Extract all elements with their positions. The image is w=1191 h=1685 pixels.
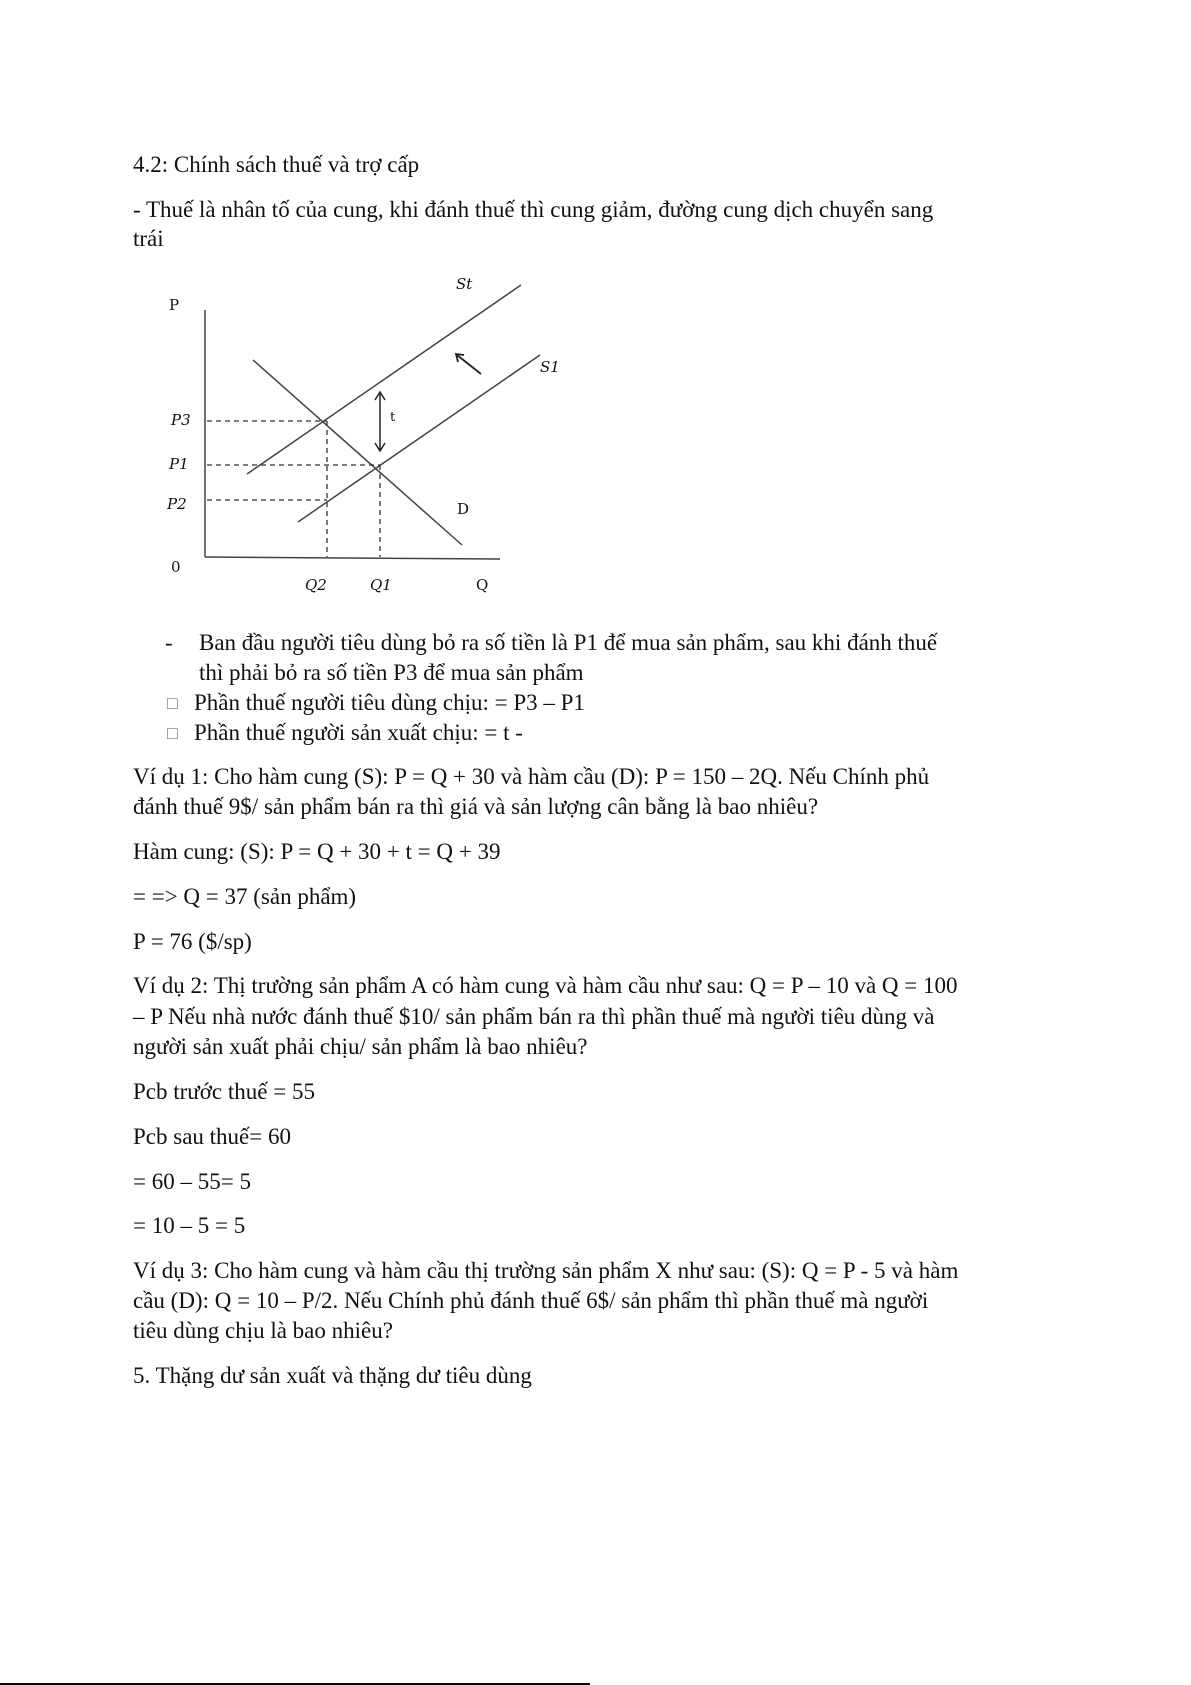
tax-arrow-icon — [375, 392, 385, 451]
intro-text: - Thuế là nhân tố của cung, khi đánh thuế thì cung giảm, đường cung dịch chuyển sang — [133, 197, 934, 222]
example3-cont: cầu (D): Q = 10 – P/2. Nếu Chính phủ đánh thuế 6$/ sản phẩm thì phần thuế mà người — [133, 1288, 929, 1313]
section-heading: 4.2: Chính sách thuế và trợ cấp — [133, 152, 420, 177]
x-axis — [205, 557, 500, 559]
p1-label: P1 — [169, 455, 189, 473]
example2-b: Pcb sau thuế= 60 — [133, 1124, 291, 1149]
bullet-dash: - — [165, 630, 173, 655]
p2-label: P2 — [167, 495, 187, 513]
consumer-tax-share: Phần thuế người tiêu dùng chịu: = P3 – P1 — [194, 690, 585, 715]
example1: Ví dụ 1: Cho hàm cung (S): P = Q + 30 và hàm cầu (D): P = 150 – 2Q. Nếu Chính phủ — [133, 764, 930, 789]
example3-cont2: tiêu dùng chịu là bao nhiêu? — [133, 1318, 393, 1343]
supply-tax-label: St — [456, 275, 473, 293]
example2-cont2: người sản xuất phải chịu/ sản phẩm là bao nhiêu? — [133, 1034, 588, 1059]
shift-arrow-icon — [456, 354, 481, 374]
box-bullet-icon: □ — [167, 723, 178, 743]
supply-original-label: S1 — [540, 358, 560, 376]
example2: Ví dụ 2: Thị trường sản phẩm A có hàm cung và hàm cầu như sau: Q = P – 10 và Q = 100 — [133, 973, 958, 998]
example1-supply: Hàm cung: (S): P = Q + 30 + t = Q + 39 — [133, 839, 501, 864]
example2-c: = 60 – 55= 5 — [133, 1169, 251, 1194]
x-axis-label: Q — [476, 576, 489, 594]
q1-label: Q1 — [370, 576, 392, 594]
example3: Ví dụ 3: Cho hàm cung và hàm cầu thị trường sản phẩm X như sau: (S): Q = P - 5 và hàm — [133, 1258, 959, 1283]
bullet-text: Ban đầu người tiêu dùng bỏ ra số tiền là P1 để mua sản phẩm, sau khi đánh thuế — [199, 630, 938, 655]
example2-cont: – P Nếu nhà nước đánh thuế $10/ sản phẩm bán ra thì phần thuế mà người tiêu dùng và — [133, 1004, 935, 1029]
origin-label: 0 — [171, 558, 181, 576]
example1-cont: đánh thuế 9$/ sản phẩm bán ra thì giá và sản lượng cân bằng là bao nhiêu? — [133, 794, 819, 819]
demand-label: D — [457, 500, 470, 518]
tax-label: t — [390, 410, 396, 425]
section5-heading: 5. Thặng dư sản xuất và thặng dư tiêu dùng — [133, 1363, 532, 1388]
intro-text-cont: trái — [133, 226, 164, 251]
p3-label: P3 — [171, 411, 191, 429]
supply-original-curve — [298, 355, 540, 522]
box-bullet-icon: □ — [167, 693, 178, 713]
producer-tax-share: Phần thuế người sản xuất chịu: = t - — [194, 720, 523, 745]
example1-p: P = 76 ($/sp) — [133, 929, 252, 954]
demand-curve — [253, 360, 462, 545]
example2-a: Pcb trước thuế = 55 — [133, 1079, 315, 1104]
example2-d: = 10 – 5 = 5 — [133, 1213, 246, 1238]
y-axis-label: P — [169, 296, 180, 314]
q2-label: Q2 — [305, 576, 327, 594]
bullet-text-cont: thì phải bỏ ra số tiền P3 để mua sản phẩm — [199, 660, 584, 685]
example1-q: = => Q = 37 (sản phẩm) — [133, 884, 357, 909]
